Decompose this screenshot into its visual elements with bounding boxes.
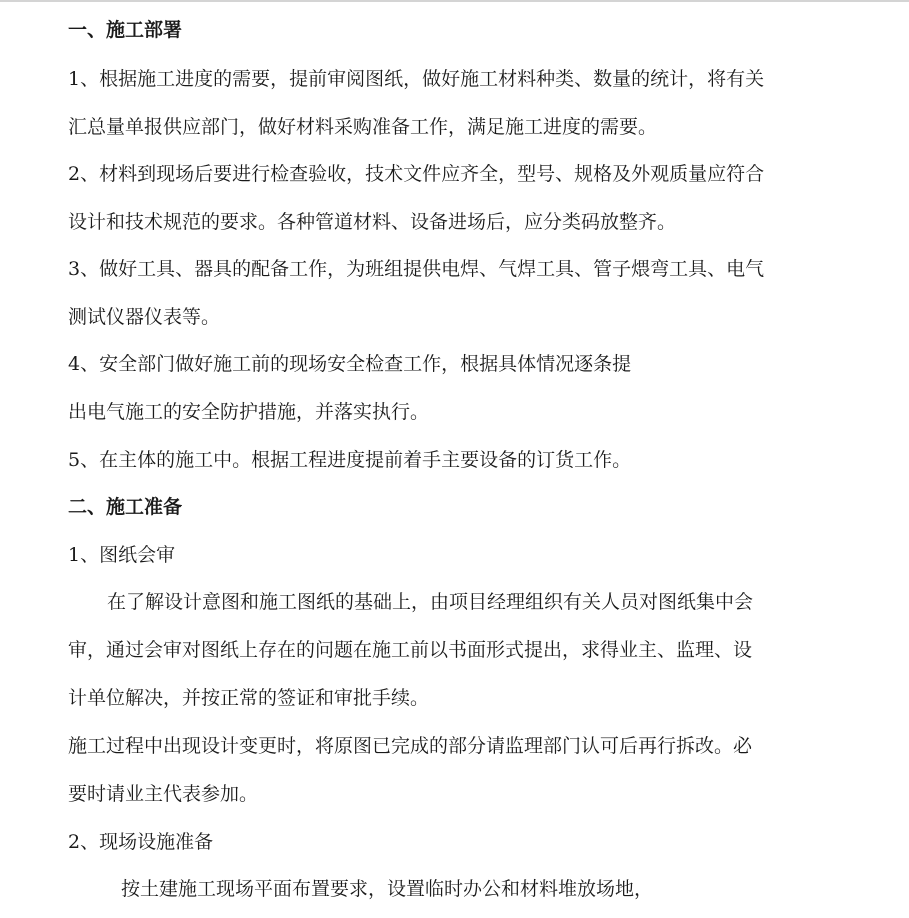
paragraph-line: 5、在主体的施工中。根据工程进度提前着手主要设备的订货工作。 (68, 449, 632, 471)
section-heading-deployment: 一、施工部署 (68, 19, 183, 41)
paragraph-line: 施工过程中出现设计变更时，将原图已完成的部分请监理部门认可后再行拆改。必 (68, 735, 753, 757)
top-rule (0, 0, 909, 2)
paragraph-line: 审，通过会审对图纸上存在的问题在施工前以书面形式提出，求得业主、监理、设 (68, 639, 753, 661)
paragraph-line: 测试仪器仪表等。 (68, 306, 221, 328)
subsection-title-site-facilities: 2、现场设施准备 (68, 831, 214, 853)
paragraph-line: 在了解设计意图和施工图纸的基础上，由项目经理组织有关人员对图纸集中会 (107, 591, 754, 613)
paragraph-line: 出电气施工的安全防护措施，并落实执行。 (68, 401, 430, 423)
paragraph-line: 设计和技术规范的要求。各种管道材料、设备进场后，应分类码放整齐。 (68, 211, 677, 233)
paragraph-line: 1、根据施工进度的需要，提前审阅图纸，做好施工材料种类、数量的统计，将有关 (68, 68, 765, 90)
paragraph-line: 要时请业主代表参加。 (68, 783, 259, 805)
paragraph-line: 2、材料到现场后要进行检查验收，技术文件应齐全，型号、规格及外观质量应符合 (68, 163, 765, 185)
section-heading-preparation: 二、施工准备 (68, 496, 183, 518)
paragraph-line: 汇总量单报供应部门，做好材料采购准备工作，满足施工进度的需要。 (68, 116, 658, 138)
paragraph-line: 4、安全部门做好施工前的现场安全检查工作，根据具体情况逐条提 (68, 353, 632, 375)
paragraph-line: 3、做好工具、器具的配备工作，为班组提供电焊、气焊工具、管子煨弯工具、电气 (68, 258, 765, 280)
paragraph-line: 按土建施工现场平面布置要求，设置临时办公和材料堆放场地， (121, 878, 654, 900)
paragraph-line: 计单位解决，并按正常的签证和审批手续。 (68, 687, 430, 709)
subsection-title-drawing-review: 1、图纸会审 (68, 544, 176, 566)
